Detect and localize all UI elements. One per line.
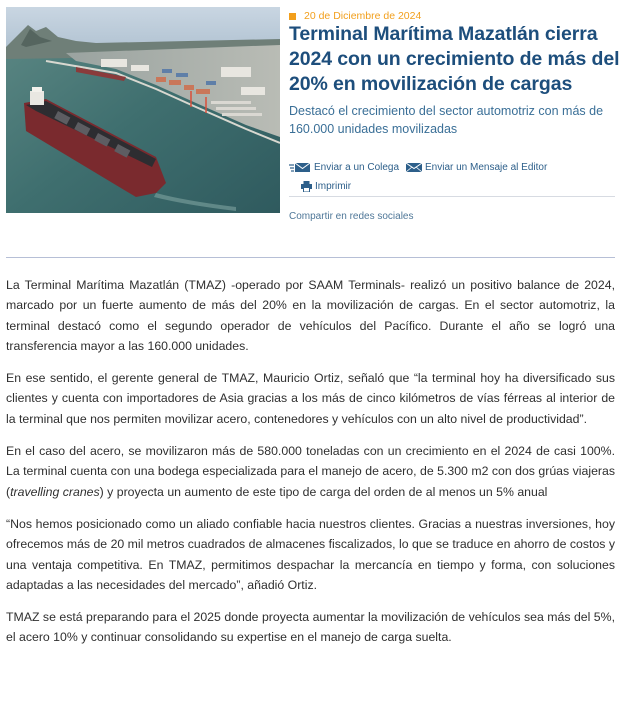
article-date: 20 de Diciembre de 2024	[304, 10, 422, 22]
article-headline: Terminal Marítima Mazatlán cierra 2024 con un crecimiento de más del 20% en movilización de cargas	[289, 23, 620, 95]
section-divider	[6, 257, 615, 258]
share-social-link[interactable]: Compartir en redes sociales	[289, 211, 414, 222]
share-divider	[289, 196, 615, 197]
article-meta	[289, 9, 421, 23]
print-link[interactable]	[301, 180, 351, 193]
envelope-icon	[406, 162, 422, 173]
send-to-colleague-label: Enviar a un Colega	[314, 162, 400, 173]
article-paragraph-5: TMAZ se está preparando para el 2025 donde proyecta aumentar la movilización de vehículos sea más del 5%, el acero 10% y continuar consolidando su expertise en el manejo de carga suelta.	[6, 610, 615, 645]
send-to-colleague-link[interactable]	[289, 161, 399, 174]
article-paragraph-1: La Terminal Marítima Mazatlán (TMAZ) -operado por SAAM Terminals- realizó un positivo balance de 2024, marcado por un fuerte aumento de más del 20% en la movilización de cargas. En el sector automotriz, la terminal destacó como el segundo operador de vehículos del Pacífico. Durante el año se logró una transferencia mayor a las 160.000 unidades.	[6, 278, 615, 353]
article-paragraph-4: “Nos hemos posicionado como un aliado confiable hacia nuestros clientes. Gracias a nuestras inversiones, hoy ofrecemos más de 20 mil metros cuadrados de almacenes fiscalizados, lo que se traduce en ahorro de costos y una ventaja competitiva. En TMAZ, permitimos despachar la mercancía en tiempo y forma, con soluciones adaptadas a las necesidades del mercado”, añadió Ortiz.	[6, 516, 616, 592]
print-label: Imprimir	[315, 181, 352, 192]
port-aerial-photo	[6, 7, 280, 213]
send-to-editor-label: Enviar un Mensaje al Editor	[425, 162, 548, 173]
article-paragraph-3	[6, 441, 615, 502]
envelope-lines-icon	[289, 162, 311, 173]
send-to-editor-link[interactable]	[406, 161, 547, 174]
paragraph-3-text-b: ) y proyecta un aumento de este tipo de carga del orden de al menos un 5% anual	[99, 484, 548, 499]
article-paragraph-2: En ese sentido, el gerente general de TMAZ, Mauricio Ortiz, señaló que “la terminal hoy ha diversificado sus clientes y cuenta con importadores de Asia gracias a los más de cinco kilómetros de vías férreas al interior de la terminal que nos permiten movilizar acero, contenedores y vehículos con un alto nivel de productividad”.	[6, 371, 615, 426]
article-body	[6, 275, 615, 660]
printer-icon	[301, 181, 312, 192]
paragraph-3-text-a: En el caso del acero, se movilizaron más de 580.000 toneladas con un crecimiento en el 2024 de casi 100%. La terminal cuenta con una bodega especializada para el manejo de acero, de 5.300 m2 con dos grúas viajeras (	[6, 444, 615, 499]
date-marker-icon	[289, 13, 296, 20]
article-subtitle: Destacó el crecimiento del sector automotriz con más de 160.000 unidades movilizadas	[289, 104, 604, 136]
paragraph-3-emphasis: travelling cranes	[10, 484, 100, 499]
